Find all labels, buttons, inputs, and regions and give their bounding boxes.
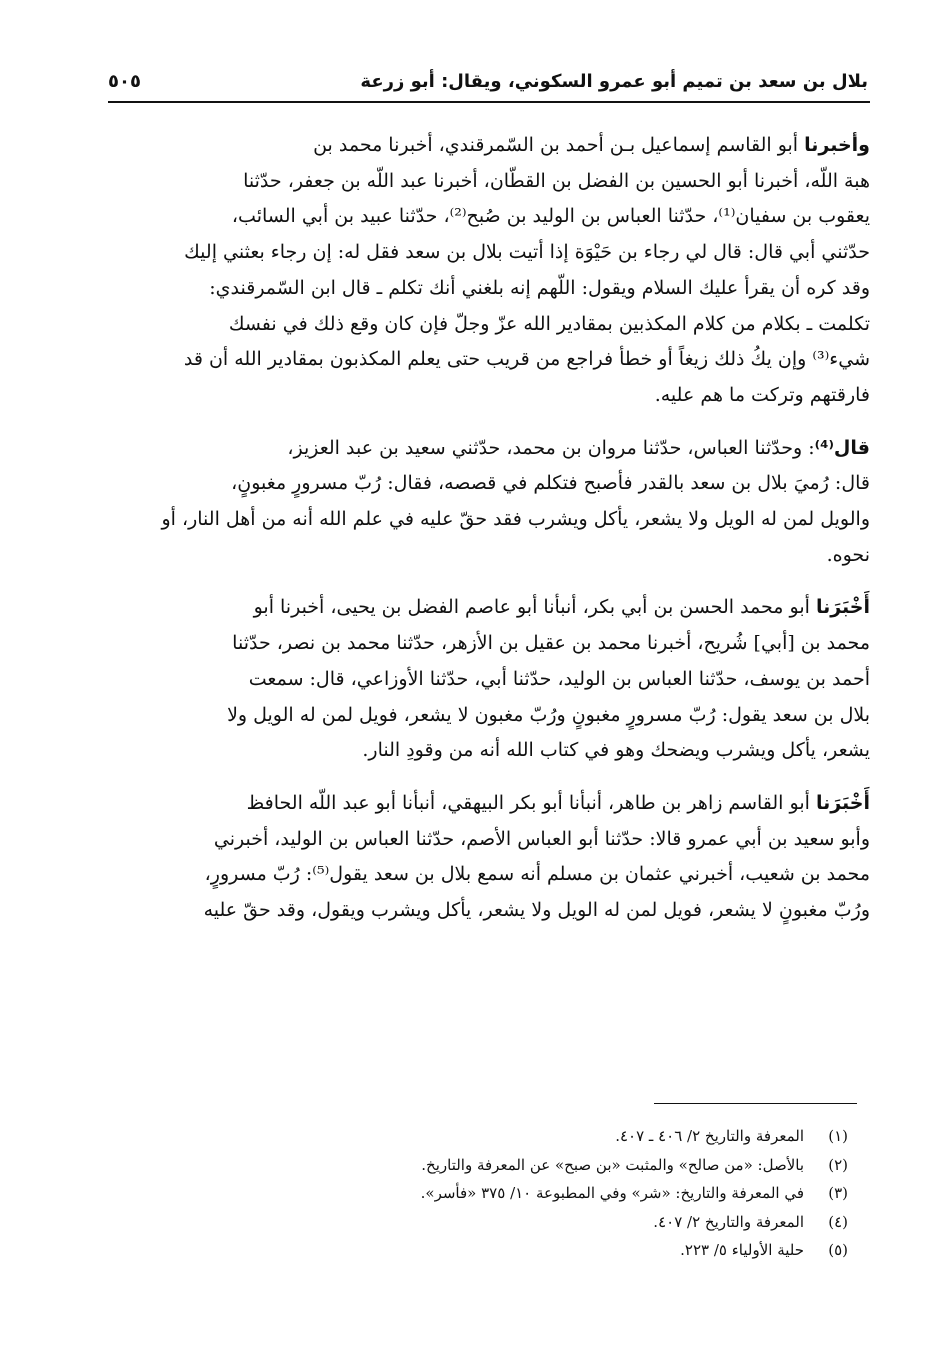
page-number: ٥٠٥ xyxy=(108,70,141,92)
text-line xyxy=(104,590,870,626)
running-title: بلال بن سعد بن تميم أبو عمرو السكوني، ويقال: أبو زرعة xyxy=(360,70,868,92)
text-line: تكلمت ـ بكلام من كلام المكذبين بمقادير الله عزّ وجلّ فإن كان وقع ذلك في نفسك xyxy=(228,312,870,335)
paragraph-lead: وأخبرنا xyxy=(804,134,870,156)
line-text: : وحدّثنا العباس، حدّثنا مروان بن محمد، حدّثني سعيد بن عبد العزيز، xyxy=(287,436,815,459)
footnote-number: (٥) xyxy=(828,1241,848,1259)
header-rule xyxy=(108,101,870,103)
footnote xyxy=(300,1208,848,1237)
paragraph-2 xyxy=(104,431,870,574)
footnotes xyxy=(300,1122,848,1265)
footnote-number: (٢) xyxy=(828,1155,848,1174)
paragraph-4 xyxy=(104,786,870,929)
main-text xyxy=(104,128,870,946)
text-line: قال: رُميَ بلال بن سعد بالقدر فأصبح فتكلم في قصصه، فقال: رُبّ مسرورٍ مغبونٍ، xyxy=(231,472,870,495)
text-line: وقد كره أن يقرأ عليك السلام ويقول: اللّهم إنه بلغني أنك تكلم ـ قال ابن السّمرقندي: xyxy=(209,276,870,299)
text-line: شيء⁽³⁾ وإن يكُ ذلك زيغاً أو خطأ فراجع من قريب حتى يعلم المكذبون بمقادير الله أن قد xyxy=(183,348,870,371)
text-line: نحوه. xyxy=(826,543,870,566)
text-line: يعقوب بن سفيان⁽¹⁾، حدّثنا العباس بن الوليد بن صُبح⁽²⁾، حدّثنا عبيد بن أبي السائب، xyxy=(231,205,870,228)
text-line: فارقتهم وتركت ما هم عليه. xyxy=(654,383,870,406)
text-line: محمد بن [أبي] شُريح، أخبرنا محمد بن عقيل بن الأزهر، حدّثنا محمد بن نصر، حدّثنا xyxy=(232,632,870,655)
text-line xyxy=(104,431,870,467)
text-line: وأبو سعيد بن أبي عمرو قالا: حدّثنا أبو العباس الأصم، حدّثنا العباس بن الوليد، أخبرني xyxy=(213,827,870,850)
footnote-text: في المعرفة والتاريخ: «شر» وفي المطبوعة ١٠/ ٣٧٥ «فأسر». xyxy=(420,1184,804,1202)
text-line: والويل لمن له الويل ولا يشعر، يأكل ويشرب فقد حقّ عليه في علم الله أنه من أهل النار، أو xyxy=(161,508,870,531)
text-line: محمد بن شعيب، أخبرني عثمان بن مسلم أنه سمع بلال بن سعد يقول⁽⁵⁾: رُبّ مسرورٍ، xyxy=(204,863,870,886)
line-text: أبو محمد الحسن بن أبي بكر، أنبأنا أبو عاصم الفضل بن يحيى، أخبرنا أبو xyxy=(253,596,816,619)
footnote-text: حلية الأولياء ٥/ ٢٢٣. xyxy=(680,1241,804,1259)
footnote-number: (٤) xyxy=(828,1212,848,1231)
line-text: أبو القاسم زاهر بن طاهر، أنبأنا أبو بكر البيهقي، أنبأنا أبو عبد اللّه الحافظ xyxy=(246,791,816,814)
footnote-text: بالأصل: «من صالح» والمثبت «بن صبح» عن المعرفة والتاريخ. xyxy=(421,1155,804,1174)
text-line: بلال بن سعد يقول: رُبّ مسرورٍ مغبونٍ ورُبّ مغبون لا يشعر، فويل لمن له الويل ولا xyxy=(227,703,870,726)
text-line xyxy=(104,128,870,164)
footnote-number: (٣) xyxy=(828,1184,848,1202)
paragraph-3 xyxy=(104,590,870,769)
paragraph-1 xyxy=(104,128,870,414)
footnote xyxy=(300,1122,848,1151)
page-header xyxy=(108,62,868,100)
text-line xyxy=(104,786,870,822)
footnote xyxy=(300,1151,848,1180)
text-line: ورُبّ مغبونٍ لا يشعر، فويل لمن له الويل ولا يشعر، يأكل ويشرب ويقول، وقد حقّ عليه xyxy=(203,899,870,922)
footnote-separator xyxy=(654,1103,857,1104)
footnote xyxy=(300,1179,848,1208)
paragraph-lead: أَخْبَرَنا xyxy=(815,596,870,619)
paragraph-lead: قال⁽⁴⁾ xyxy=(814,436,870,459)
footnote-text: المعرفة والتاريخ ٢/ ٤٠٧. xyxy=(653,1212,804,1231)
text-line: حدّثني أبي قال: قال لي رجاء بن حَيْوَة إذا أتيت بلال بن سعد فقل له: إن رجاء بعثني إليك xyxy=(184,241,870,264)
footnote-text: المعرفة والتاريخ ٢/ ٤٠٦ ـ ٤٠٧. xyxy=(615,1127,804,1145)
text-line: يشعر، يأكل ويشرب ويضحك وهو في كتاب الله أنه من وقودِ النار. xyxy=(362,739,870,762)
text-line: أحمد بن يوسف، حدّثنا العباس بن الوليد، حدّثنا أبي، حدّثنا الأوزاعي، قال: سمعت xyxy=(248,667,870,690)
footnote xyxy=(300,1236,848,1265)
footnote-number: (١) xyxy=(828,1127,848,1145)
paragraph-lead: أَخْبَرَنا xyxy=(815,791,870,814)
line-text: أبو القاسم إسماعيل بـن أحمد بن السّمرقندي، أخبرنا محمد بن xyxy=(313,134,805,156)
text-line: هبة اللّه، أخبرنا أبو الحسين بن الفضل بن القطّان، أخبرنا عبد اللّه بن جعفر، حدّثنا xyxy=(243,169,870,192)
